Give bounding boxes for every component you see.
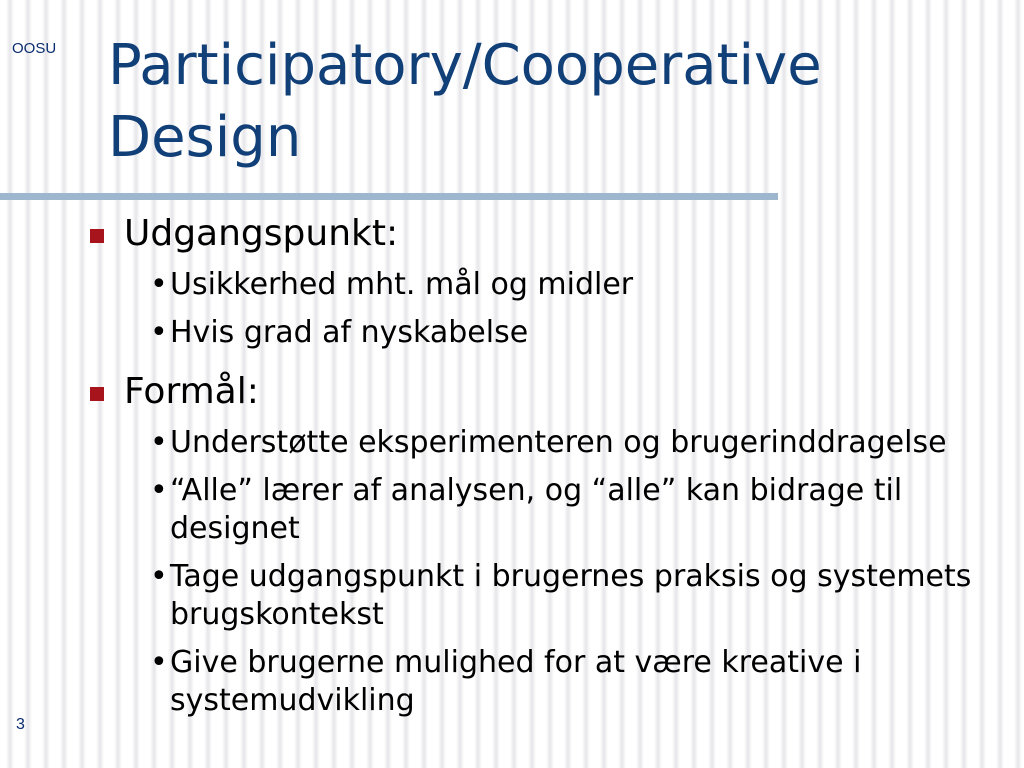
slide-content	[86, 206, 986, 732]
sub-bullet-text: Understøtte eksperimenteren og brugerinddragelse	[170, 425, 947, 460]
sub-bullet	[124, 558, 986, 634]
dot-bullet-icon: •	[150, 267, 168, 302]
sub-bullet-list	[124, 266, 986, 352]
footer-label: OOSU	[12, 40, 57, 57]
dot-bullet-icon: •	[150, 645, 168, 680]
dot-bullet-icon: •	[150, 315, 168, 350]
slide-title: Participatory/Cooperative Design	[108, 33, 822, 170]
sub-bullet-text: Tage udgangspunkt i brugernes praksis og systemets brugskontekst	[170, 559, 972, 632]
dot-bullet-icon: •	[150, 425, 168, 460]
sub-bullet	[124, 266, 986, 304]
bullet-udgangspunkt	[86, 206, 986, 352]
sub-bullet-text: Hvis grad af nyskabelse	[170, 315, 529, 350]
bullet-label: Udgangspunkt:	[124, 213, 399, 254]
sub-bullet	[124, 644, 986, 720]
sub-bullet-text: “Alle” lærer af analysen, og “alle” kan bidrage til designet	[170, 473, 903, 546]
sub-bullet-list	[124, 424, 986, 720]
bullet-label: Formål:	[124, 371, 259, 412]
title-divider	[0, 193, 778, 200]
square-bullet-icon	[90, 229, 104, 243]
sub-bullet	[124, 472, 986, 548]
sub-bullet-text: Give brugerne mulighed for at være kreative i systemudvikling	[170, 645, 862, 718]
sub-bullet	[124, 424, 986, 462]
bullet-formaal	[86, 364, 986, 720]
slide-number: 3	[16, 716, 25, 733]
sub-bullet-text: Usikkerhed mht. mål og midler	[170, 267, 634, 302]
dot-bullet-icon: •	[150, 473, 168, 508]
dot-bullet-icon: •	[150, 559, 168, 594]
sub-bullet	[124, 314, 986, 352]
square-bullet-icon	[90, 387, 104, 401]
